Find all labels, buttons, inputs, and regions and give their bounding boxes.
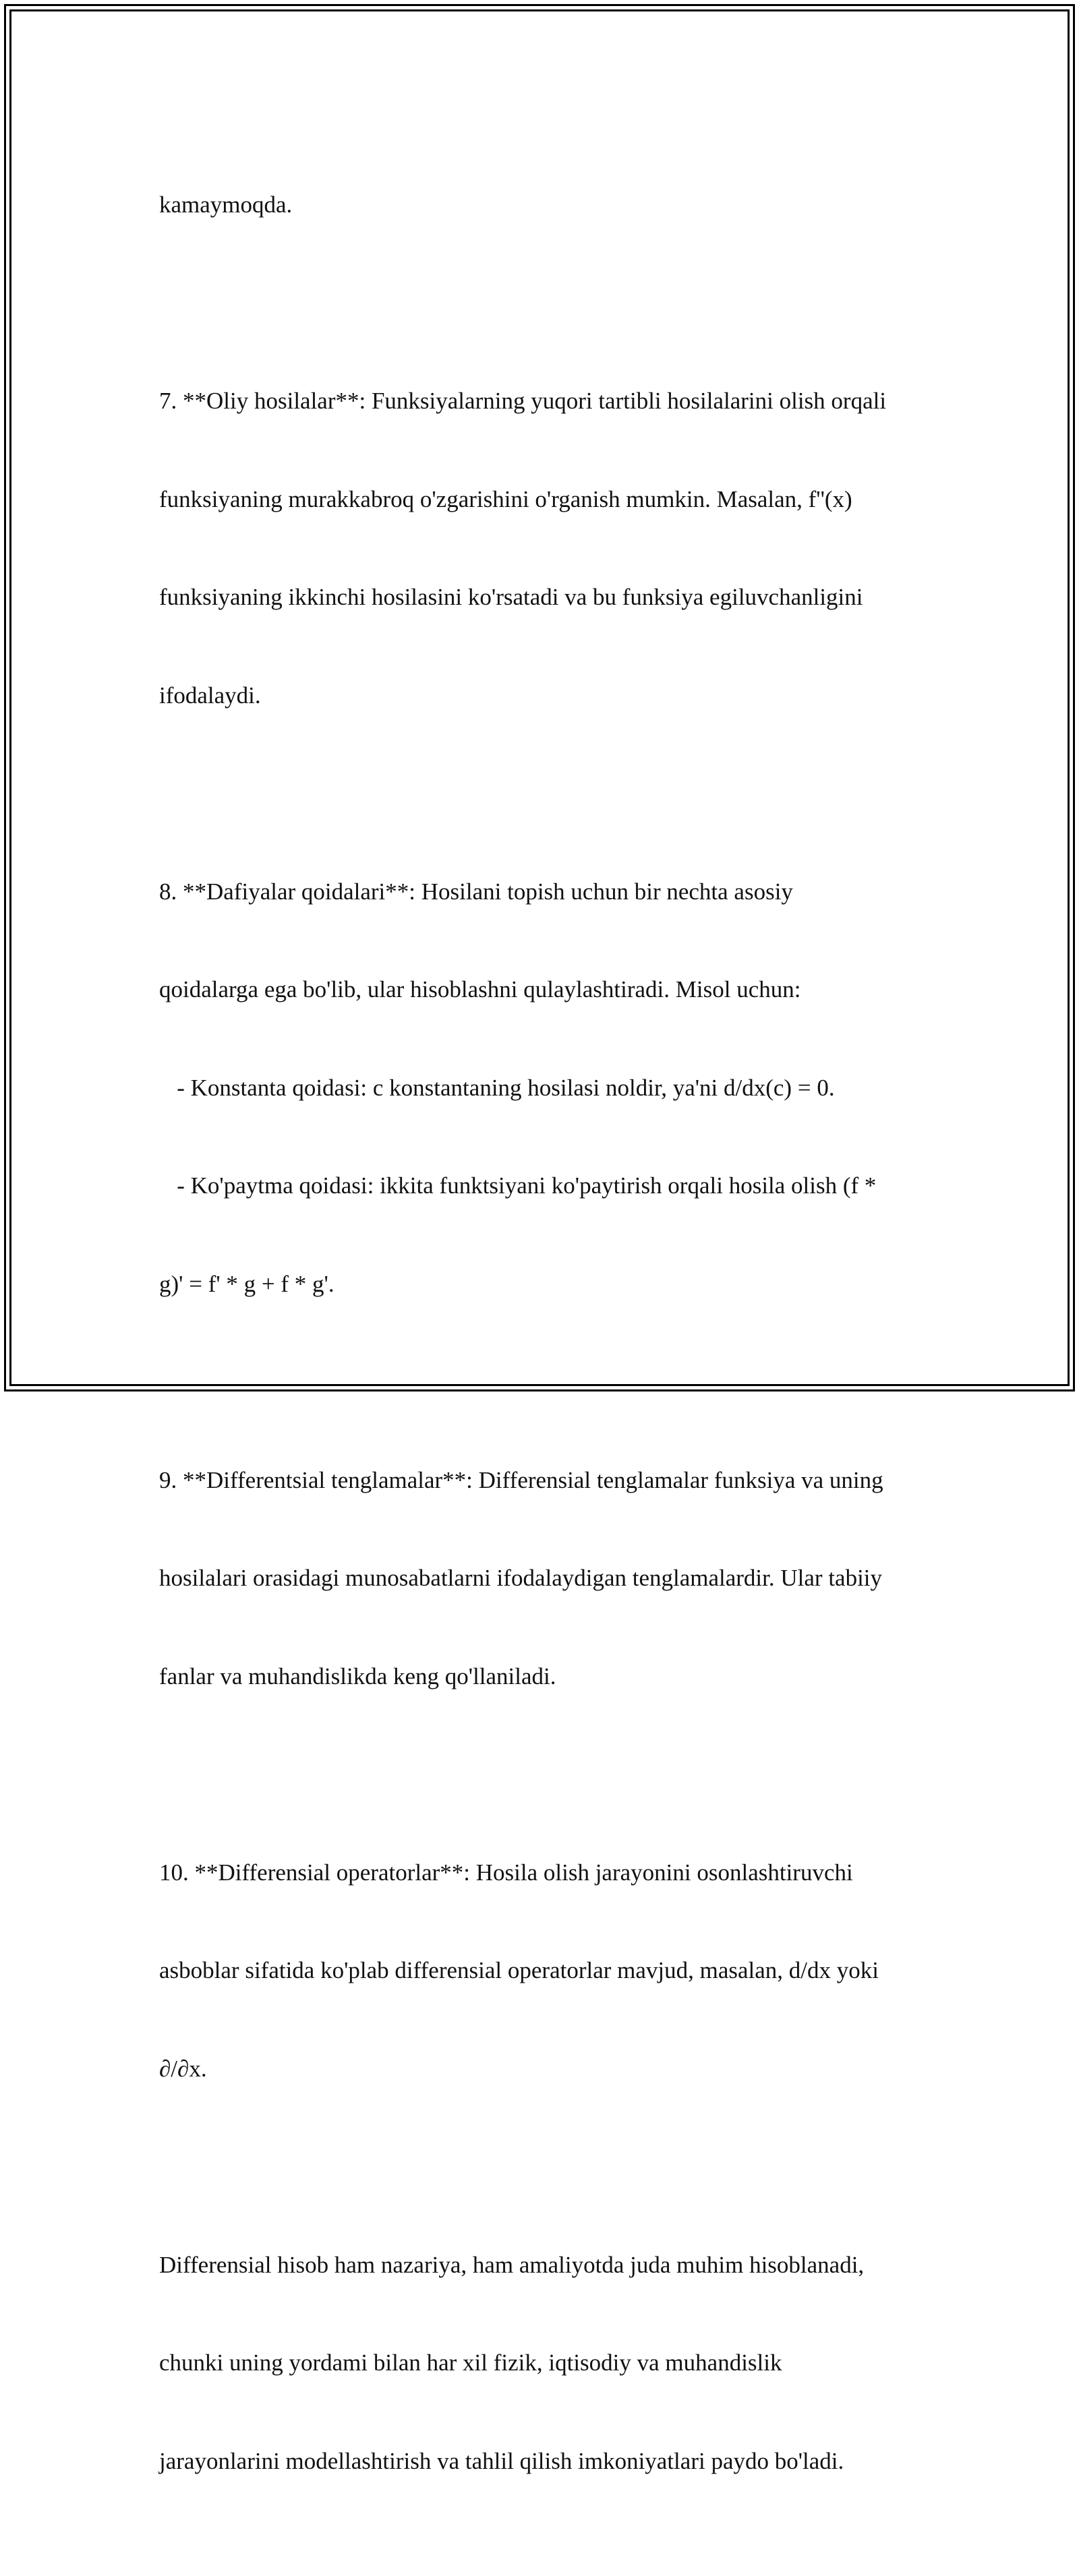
document-body (159, 123, 921, 2576)
paragraph-conclusion (159, 2184, 921, 2544)
text-line: 10. **Differensial operatorlar**: Hosila olish jarayonini osonlashtiruvchi (159, 1859, 853, 1886)
paragraph-continuation (159, 123, 921, 287)
text-line: 9. **Differentsial tenglamalar**: Differensial tenglamalar funksiya va uning (159, 1466, 883, 1493)
text-line: fanlar va muhandislikda keng qo'llaniladi. (159, 1663, 556, 1689)
text-line: ifodalaydi. (159, 682, 261, 709)
paragraph-item-8-rules (159, 810, 921, 1367)
text-line: - Konstanta qoidasi: c konstantaning hosilasi noldir, ya'ni d/dx(c) = 0. (159, 1074, 835, 1101)
text-line: funksiyaning ikkinchi hosilasini ko'rsatadi va bu funksiya egiluvchanligini (159, 584, 863, 610)
text-line: ∂/∂x. (159, 2055, 207, 2082)
text-line: - Ko'paytma qoidasi: ikkita funktsiyani ko'paytirish orqali hosila olish (f * (159, 1172, 877, 1199)
paragraph-item-9-differential-equations (159, 1399, 921, 1759)
text-line: hosilalari orasidagi munosabatlarni ifodalaydigan tenglamalardir. Ular tabiiy (159, 1565, 883, 1591)
paragraph-item-7-higher-derivatives (159, 320, 921, 777)
text-line: kamaymoqda. (159, 191, 293, 218)
text-line: chunki uning yordami bilan har xil fizik, iqtisodiy va muhandislik (159, 2349, 782, 2376)
text-line: 8. **Dafiyalar qoidalari**: Hosilani topish uchun bir nechta asosiy (159, 878, 793, 905)
text-line: 7. **Oliy hosilalar**: Funksiyalarning yuqori tartibli hosilalarini olish orqali (159, 388, 887, 414)
text-line: funksiyaning murakkabroq o'zgarishini o'rganish mumkin. Masalan, f''(x) (159, 485, 852, 512)
text-line: jarayonlarini modellashtirish va tahlil qilish imkoniyatlari paydo bo'ladi. (159, 2447, 844, 2474)
text-line: qoidalarga ega bo'lib, ular hisoblashni qulaylashtiradi. Misol uchun: (159, 976, 801, 1002)
paragraph-item-10-differential-operators (159, 1791, 921, 2151)
text-line: g)' = f' * g + f * g'. (159, 1270, 334, 1297)
text-line: asboblar sifatida ko'plab differensial operatorlar mavjud, masalan, d/dx yoki (159, 1957, 879, 1983)
text-line: Differensial hisob ham nazariya, ham amaliyotda juda muhim hisoblanadi, (159, 2251, 865, 2278)
